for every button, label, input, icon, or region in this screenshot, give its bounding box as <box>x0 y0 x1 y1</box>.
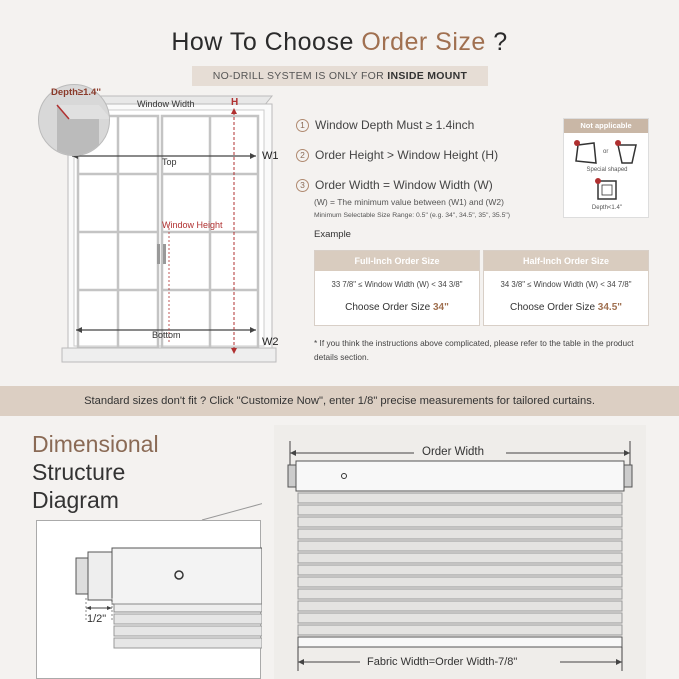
bottom-label: Bottom <box>152 330 181 340</box>
result-value: 34.5" <box>597 302 623 313</box>
depth-label: Depth≥1.4'' <box>51 87 101 98</box>
or-text: or <box>603 149 609 155</box>
banner-bold: INSIDE MOUNT <box>387 70 468 82</box>
full-inch-example <box>314 250 480 326</box>
not-applicable-header: Not applicable <box>564 119 648 133</box>
fabric-width-label: Fabric Width=Order Width-7/8" <box>367 656 518 668</box>
h-label: H <box>231 97 239 108</box>
result-prefix: Choose Order Size <box>345 302 431 313</box>
title-accent: Order Size <box>361 28 486 56</box>
title-main: How To Choose <box>171 28 354 56</box>
dimensional-line2: Structure <box>32 459 126 485</box>
step-text: Order Height > Window Height (H) <box>315 148 499 162</box>
step-3 <box>296 178 493 192</box>
step-2 <box>296 148 498 162</box>
special-shaped-label: Special shaped <box>586 167 628 173</box>
dimensional-line1: Dimensional <box>32 431 159 457</box>
window-height-label: Window Height <box>162 220 223 230</box>
step-number: 2 <box>296 149 309 162</box>
example-label: Example <box>314 229 351 240</box>
order-width-label: Order Width <box>422 446 484 458</box>
step3-min-range: Minimum Selectable Size Range: 0.5" (e.g. 34", 34.5", 35", 35.5") <box>314 212 511 219</box>
shallow-depth-icon <box>594 177 620 203</box>
instructions-note: * If you think the instructions above complicated, please refer to the table in the product details section. <box>314 338 634 362</box>
blind-diagram <box>274 425 646 679</box>
example-range: 34 3/8" ≤ Window Width (W) < 34 7/8" <box>500 280 632 289</box>
step-text: Order Width = Window Width (W) <box>315 178 493 192</box>
w1-label: W1 <box>262 150 279 162</box>
dimensional-line3: Diagram <box>32 487 119 513</box>
top-label: Top <box>162 157 177 167</box>
step-number: 3 <box>296 179 309 192</box>
title-end: ? <box>493 28 508 56</box>
inside-mount-banner <box>192 66 488 86</box>
step3-subtext: (W) = The minimum value between (W1) and (W2) <box>314 197 504 207</box>
example-range: 33 7/8" ≤ Window Width (W) < 34 3/8" <box>331 280 463 289</box>
example-header: Full-Inch Order Size <box>315 251 479 271</box>
w2-label: W2 <box>262 336 279 348</box>
half-inch-label: 1/2" <box>87 613 107 625</box>
not-applicable-box <box>563 118 649 218</box>
bracket-detail <box>36 500 262 679</box>
step-text: Window Depth Must ≥ 1.4inch <box>315 118 475 132</box>
step-number: 1 <box>296 119 309 132</box>
window-width-label: Window Width <box>137 99 195 109</box>
result-value: 34" <box>432 302 449 313</box>
depth-too-small-label: Depth<1.4'' <box>591 205 623 211</box>
customize-strip: Standard sizes don't fit ? Click "Customize Now", enter 1/8" precise measurements for tailored curtains. <box>0 386 679 416</box>
half-inch-example <box>483 250 649 326</box>
example-result <box>315 302 479 313</box>
step-1 <box>296 118 474 132</box>
example-header: Half-Inch Order Size <box>484 251 648 271</box>
result-prefix: Choose Order Size <box>509 302 596 313</box>
banner-text: NO-DRILL SYSTEM IS ONLY FOR <box>212 70 385 82</box>
page-title <box>0 28 679 57</box>
example-result <box>484 302 648 313</box>
